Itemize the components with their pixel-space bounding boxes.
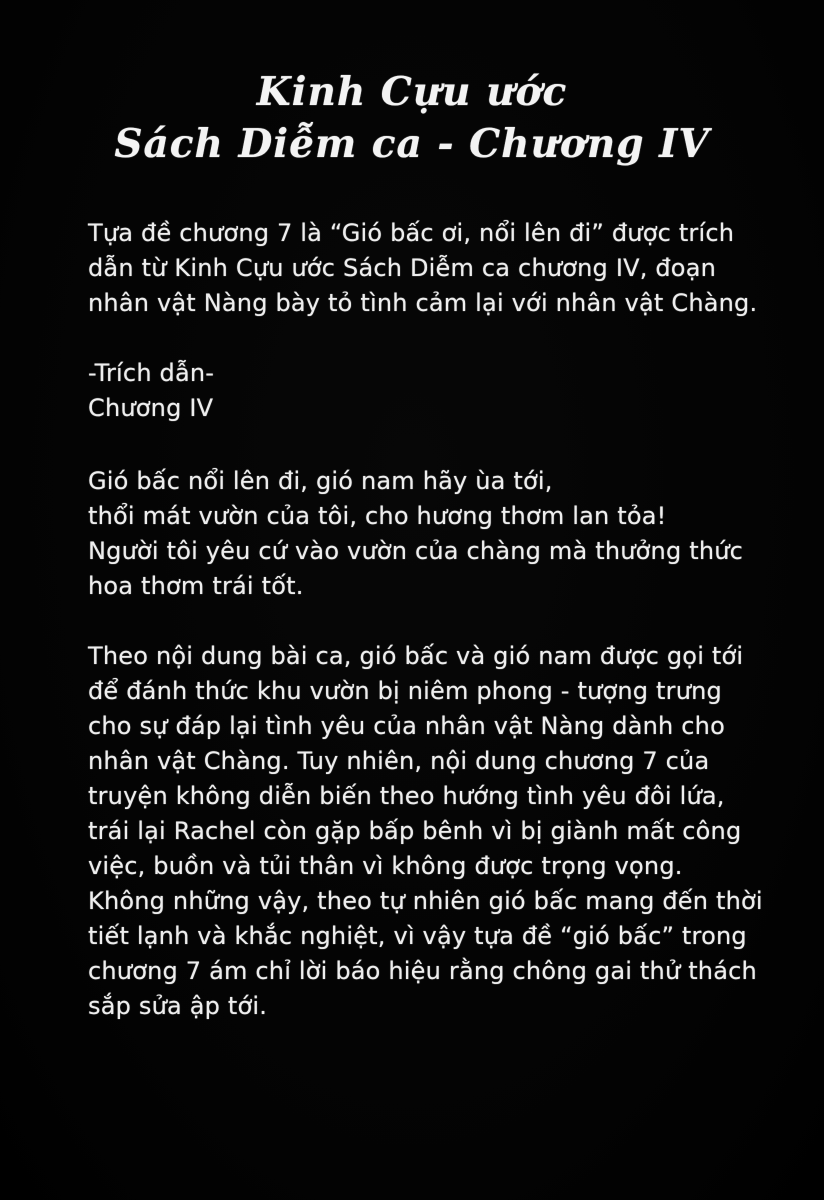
text-line: Gió bấc nổi lên đi, gió nam hãy ùa tới, (88, 467, 553, 495)
note-body (88, 216, 763, 1024)
citation-label: -Trích dẫn- (88, 359, 215, 387)
text-line: dẫn từ Kinh Cựu ước Sách Diễm ca chương IV, đoạn (88, 254, 717, 282)
page-title (0, 0, 824, 170)
text-line: cho sự đáp lại tình yêu của nhân vật Nàng dành cho (88, 712, 725, 740)
text-line: thổi mát vườn của tôi, cho hương thơm lan tỏa! (88, 502, 667, 530)
text-line: chương 7 ám chỉ lời báo hiệu rằng chông gai thử thách (88, 957, 757, 985)
text-line: Theo nội dung bài ca, gió bấc và gió nam được gọi tới (88, 642, 744, 670)
text-line: Không những vậy, theo tự nhiên gió bấc mang đến thời (88, 887, 763, 915)
text-line: Người tôi yêu cứ vào vườn của chàng mà thưởng thức (88, 537, 744, 565)
citation-heading (88, 356, 760, 426)
page-title-line-2: Sách Diễm ca - Chương IV (114, 121, 710, 167)
text-line: tiết lạnh và khắc nghiệt, vì vậy tựa đề “gió bấc” trong (88, 922, 747, 950)
intro-paragraph (88, 216, 760, 321)
text-line: việc, buồn và tủi thân vì không được trọng vọng. (88, 852, 683, 880)
text-line: trái lại Rachel còn gặp bấp bênh vì bị giành mất công (88, 817, 742, 845)
text-line: sắp sửa ập tới. (88, 992, 268, 1020)
text-line: nhân vật Chàng. Tuy nhiên, nội dung chương 7 của (88, 747, 710, 775)
text-line: truyện không diễn biến theo hướng tình yêu đôi lứa, (88, 782, 725, 810)
citation-chapter: Chương IV (88, 394, 214, 422)
page-title-line-1: Kinh Cựu ước (256, 69, 568, 115)
text-line: để đánh thức khu vườn bị niêm phong - tượng trưng (88, 677, 722, 705)
commentary-paragraph (88, 639, 763, 1024)
text-line: hoa thơm trái tốt. (88, 572, 304, 600)
scripture-quote (88, 464, 760, 604)
text-line: nhân vật Nàng bày tỏ tình cảm lại với nhân vật Chàng. (88, 289, 758, 317)
text-line: Tựa đề chương 7 là “Gió bấc ơi, nổi lên đi” được trích (88, 219, 735, 247)
